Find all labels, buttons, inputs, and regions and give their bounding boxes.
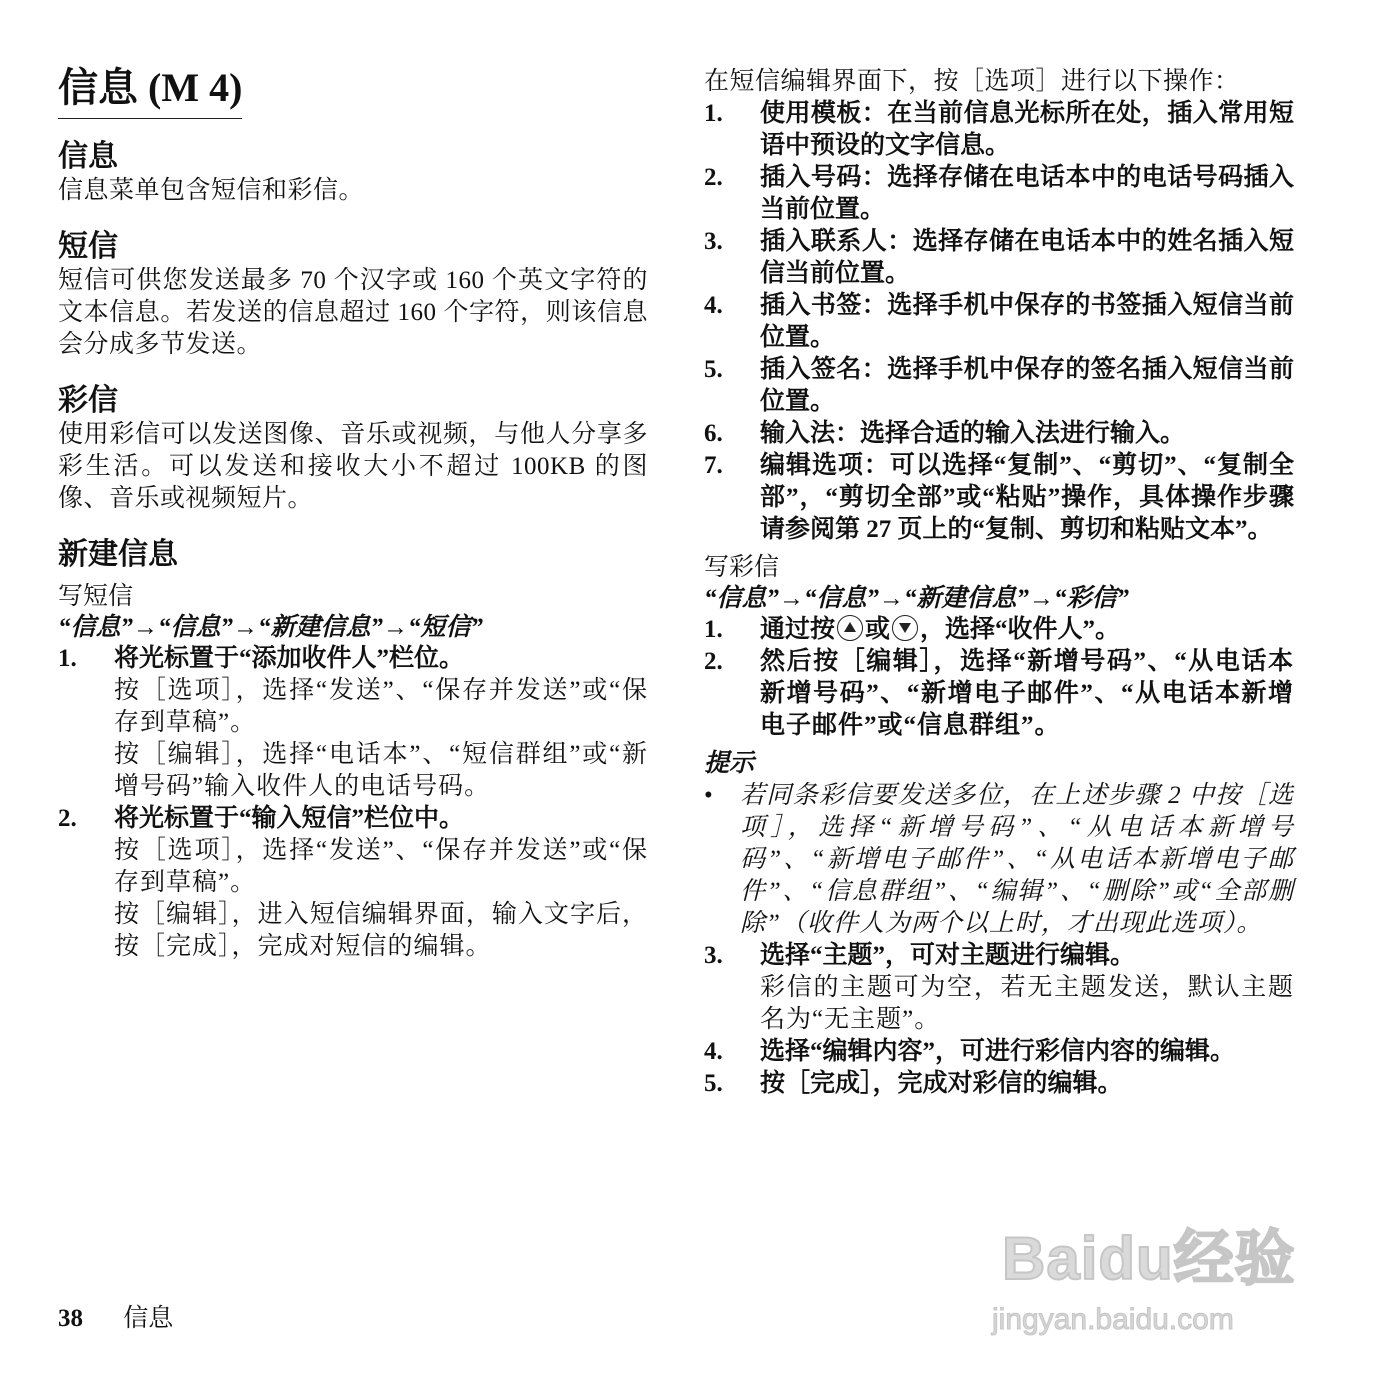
tip-title: 提示 <box>704 750 755 777</box>
chapter-title-cn: 信息 <box>58 65 138 110</box>
option-text: 插入签名：选择手机中保存的签名插入短信当前位置。 <box>760 356 1294 415</box>
page-footer <box>58 1303 173 1335</box>
new-message-heading: 新建信息 <box>58 538 178 571</box>
option-item <box>704 354 1294 418</box>
mms-heading: 彩信 <box>58 384 118 417</box>
options-intro: 在短信编辑界面下，按［选项］进行以下操作： <box>704 68 1240 95</box>
tip-item <box>704 780 1294 940</box>
step-note: 按［编辑］，进入短信编辑界面，输入文字后，按［完成］，完成对短信的编辑。 <box>114 901 648 960</box>
option-item <box>704 450 1294 546</box>
option-text: 输入法：选择合适的输入法进行输入。 <box>760 420 1186 447</box>
option-text: 插入号码：选择存储在电话本中的电话号码插入当前位置。 <box>760 164 1294 223</box>
step-note: 按［选项］，选择“发送”、“保存并发送”或“保存到草稿”。 <box>114 677 648 736</box>
mms-body: 使用彩信可以发送图像、音乐或视频，与他人分享多彩生活。可以发送和接收大小不超过 100KB 的图像、音乐或视频短片。 <box>58 421 648 512</box>
sms-steps <box>58 643 648 963</box>
chapter-code: (M 4) <box>148 65 243 110</box>
mms-menu-path: “信息”→“信息”→“新建信息”→“彩信” <box>704 585 1130 612</box>
info-body: 信息菜单包含短信和彩信。 <box>58 177 365 204</box>
mms-step <box>704 614 1294 646</box>
watermark-url: jingyan.baidu.com <box>992 1303 1234 1336</box>
option-item <box>704 162 1294 226</box>
step-main: 然后按［编辑］，选择“新增号码”、“从电话本新增号码”、“新增电子邮件”、“从电话本新增电子邮件”或“信息群组”。 <box>760 648 1294 739</box>
step-number: 2. <box>704 648 723 675</box>
option-number: 3. <box>704 228 723 255</box>
mms-step <box>704 940 1294 1036</box>
option-number: 2. <box>704 164 723 191</box>
option-number: 4. <box>704 292 723 319</box>
tip-text: 若同条彩信要发送多位，在上述步骤 2 中按［选项］，选择“新增号码”、“从电话本新增号码”、“新增电子邮件”、“从电话本新增电子邮件”、“信息群组”、“编辑”、“删除”或“全部删除”（收件人为两个以上时，才出现此选项）。 <box>740 782 1294 937</box>
step-number: 1. <box>58 645 77 672</box>
baidu-watermark <box>992 1216 1312 1346</box>
tip-bullet: • <box>704 782 714 809</box>
step-text-post: ，选择“收件人”。 <box>920 616 1121 643</box>
step-text-mid: 或 <box>865 616 891 643</box>
option-text: 编辑选项：可以选择“复制”、“剪切”、“复制全部”，“剪切全部”或“粘贴”操作，具体操作步骤请参阅第 27 页上的“复制、剪切和粘贴文本”。 <box>760 452 1294 543</box>
step-main: 选择“主题”，可对主题进行编辑。 <box>760 942 1136 969</box>
option-text: 使用模板：在当前信息光标所在处，插入常用短语中预设的文字信息。 <box>760 100 1294 159</box>
info-heading: 信息 <box>58 140 118 173</box>
sms-step <box>58 803 648 963</box>
sms-heading: 短信 <box>58 230 118 263</box>
step-main: 将光标置于“添加收件人”栏位。 <box>114 645 465 672</box>
step-number: 5. <box>704 1070 723 1097</box>
step-note: 按［编辑］，选择“电话本”、“短信群组”或“新增号码”输入收件人的电话号码。 <box>114 741 648 800</box>
step-text-pre: 通过按 <box>760 616 836 643</box>
option-number: 5. <box>704 356 723 383</box>
mms-steps-more <box>704 940 1294 1100</box>
option-number: 6. <box>704 420 723 447</box>
step-main: 按［完成］，完成对彩信的编辑。 <box>760 1070 1123 1097</box>
sms-step <box>58 643 648 803</box>
chapter-title <box>58 60 242 119</box>
step-number: 3. <box>704 942 723 969</box>
mms-step <box>704 646 1294 742</box>
footer-section: 信息 <box>123 1305 174 1332</box>
step-note: 按［选项］，选择“发送”、“保存并发送”或“保存到草稿”。 <box>114 837 648 896</box>
step-main: 将光标置于“输入短信”栏位中。 <box>114 805 465 832</box>
option-text: 插入书签：选择手机中保存的书签插入短信当前位置。 <box>760 292 1294 351</box>
sms-body: 短信可供您发送最多 70 个汉字或 160 个英文字符的文本信息。若发送的信息超过 160 个字符，则该信息会分成多节发送。 <box>58 267 648 358</box>
sms-menu-path: “信息”→“信息”→“新建信息”→“短信” <box>58 614 484 641</box>
option-text: 插入联系人：选择存储在电话本中的姓名插入短信当前位置。 <box>760 228 1294 287</box>
page-number: 38 <box>58 1305 83 1332</box>
step-main <box>760 614 1294 646</box>
option-number: 1. <box>704 100 723 127</box>
right-column <box>704 66 1294 1100</box>
step-number: 4. <box>704 1038 723 1065</box>
option-item <box>704 226 1294 290</box>
step-number: 1. <box>704 616 723 643</box>
sms-options-list <box>704 98 1294 546</box>
left-column <box>58 60 648 963</box>
down-arrow-key-icon <box>892 615 918 641</box>
up-arrow-key-icon <box>837 615 863 641</box>
step-note: 彩信的主题可为空，若无主题发送，默认主题名为“无主题”。 <box>760 974 1294 1033</box>
option-item <box>704 418 1294 450</box>
watermark-logo: Baidu经验 <box>1002 1225 1296 1292</box>
mms-step <box>704 1068 1294 1100</box>
option-item <box>704 98 1294 162</box>
mms-step <box>704 1036 1294 1068</box>
write-sms-subtitle: 写短信 <box>58 583 134 610</box>
step-main: 选择“编辑内容”，可进行彩信内容的编辑。 <box>760 1038 1236 1065</box>
option-number: 7. <box>704 452 723 479</box>
write-mms-subtitle: 写彩信 <box>704 554 780 581</box>
step-number: 2. <box>58 805 77 832</box>
mms-steps <box>704 614 1294 742</box>
option-item <box>704 290 1294 354</box>
